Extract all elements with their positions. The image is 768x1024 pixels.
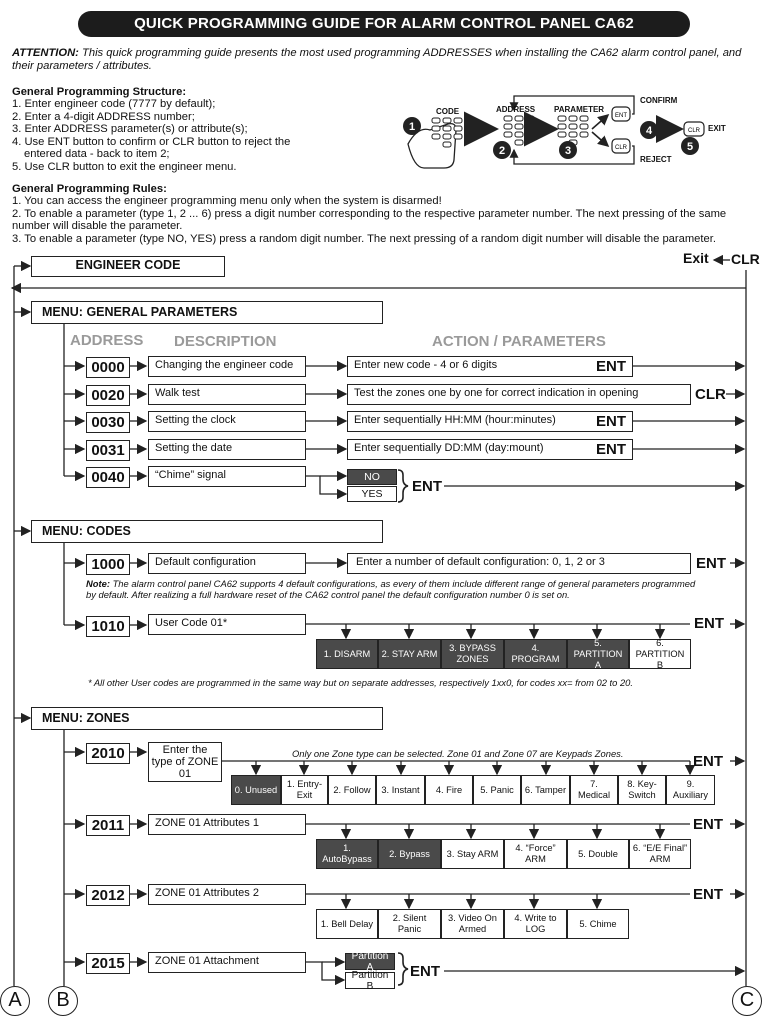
- zone-type-option: 6. Tamper: [521, 775, 570, 805]
- diagram-clr-key: CLR: [614, 145, 628, 151]
- action-0030: Enter sequentially HH:MM (hour:minutes): [347, 411, 633, 432]
- structure-item: 4. Use ENT button to confirm or CLR button to reject the: [12, 135, 291, 148]
- description-2012: ZONE 01 Attributes 2: [148, 884, 306, 905]
- structure-item: 1. Enter engineer code (7777 by default);: [12, 98, 216, 110]
- ent-key: ENT: [694, 615, 724, 632]
- structure-heading: General Programming Structure:: [12, 86, 187, 98]
- zone-attribute-option: 4. Write to LOG: [504, 909, 567, 939]
- zone-type-option: 1. Entry-Exit: [281, 775, 328, 805]
- codes-footnote: * All other User codes are programmed in the same way but on separate addresses, respectively 1xx0, for codes xx= from 02 to 20.: [88, 677, 633, 688]
- clr-key: CLR: [695, 386, 726, 403]
- rules-heading: General Programming Rules:: [12, 183, 167, 195]
- zone-attribute-option: 3. Video On Armed: [441, 909, 504, 939]
- zone-attribute-option: 2. Silent Panic: [378, 909, 441, 939]
- step-3-badge: 3: [564, 145, 572, 157]
- connector-a: A: [0, 986, 30, 1016]
- zone-type-option: 0. Unused: [231, 775, 281, 805]
- address-2015: 2015: [86, 953, 130, 974]
- zone-attribute-option: 2. Bypass: [378, 839, 441, 869]
- address-0040: 0040: [86, 467, 130, 488]
- attention-text: This quick programming guide presents the most used programming ADDRESSES when installing the CA62 alarm control panel, and their parameters / attributes.: [12, 47, 742, 72]
- address-1010: 1010: [86, 616, 130, 637]
- zone-type-note: Only one Zone type can be selected. Zone 01 and Zone 07 are Keypads Zones.: [292, 748, 624, 759]
- column-header-action: ACTION / PARAMETERS: [432, 333, 606, 350]
- user-code-option: 1. DISARM: [316, 639, 378, 669]
- zone-type-option: 5. Panic: [473, 775, 521, 805]
- diagram-confirm-label: CONFIRM: [640, 96, 678, 105]
- description-0030: Setting the clock: [148, 411, 306, 432]
- attention-paragraph: [12, 47, 762, 73]
- diagram-code-label: CODE: [436, 107, 460, 116]
- address-0000: 0000: [86, 357, 130, 378]
- step-1-badge: 1: [408, 121, 416, 133]
- user-code-option: 5. PARTITION A: [567, 639, 629, 669]
- rules-section: [12, 183, 760, 245]
- ent-key: ENT: [696, 555, 726, 572]
- structure-item: 3. Enter ADDRESS parameter(s) or attribute(s);: [12, 123, 248, 135]
- step-4-badge: 4: [645, 125, 653, 137]
- description-2015: ZONE 01 Attachment: [148, 952, 306, 973]
- menu-zones: MENU: ZONES: [31, 707, 383, 730]
- ent-key: ENT: [693, 816, 723, 833]
- user-code-option: 2. STAY ARM: [378, 639, 441, 669]
- address-1000: 1000: [86, 554, 130, 575]
- diagram-exit-clr-key: CLR: [687, 128, 701, 134]
- zone-type-option: 9. Auxiliary: [666, 775, 715, 805]
- engineer-code-box: ENGINEER CODE: [31, 256, 225, 277]
- page-title: QUICK PROGRAMMING GUIDE FOR ALARM CONTROL PANEL CA62: [78, 11, 690, 37]
- zone-type-option: 7. Medical: [570, 775, 618, 805]
- zone-attribute-option: 6. “E/E Final” ARM: [629, 839, 691, 869]
- ent-key: ENT: [693, 886, 723, 903]
- option-partition-a: Partition A: [345, 953, 395, 970]
- ent-key: ENT: [410, 963, 440, 980]
- connector-b: B: [48, 986, 78, 1016]
- option-partition-b: Partition B: [345, 972, 395, 989]
- zone-attribute-option: 5. Chime: [567, 909, 629, 939]
- address-2012: 2012: [86, 885, 130, 906]
- menu-general-parameters: MENU: GENERAL PARAMETERS: [31, 301, 383, 324]
- codes-note-text: The alarm control panel CA62 supports 4 default configurations, as every of them include different range of general parameters programmed by default. After realizing a full hardware reset of the CA62 control panel the default configuration number 0 is set on.: [86, 578, 696, 600]
- action-0031: Enter sequentially DD:MM (day:mount): [347, 439, 633, 460]
- diagram-reject-label: REJECT: [640, 155, 672, 164]
- action-0020: Test the zones one by one for correct indication in opening: [347, 384, 691, 405]
- user-code-option: 3. BYPASS ZONES: [441, 639, 504, 669]
- zone-type-option: 3. Instant: [376, 775, 425, 805]
- zone-type-option: 2. Follow: [328, 775, 376, 805]
- description-2010: Enter the type of ZONE 01: [148, 742, 222, 782]
- programming-steps-diagram: [400, 92, 740, 174]
- rules-item: 1. You can access the engineer programming menu only when the system is disarmed!: [12, 195, 442, 207]
- diagram-parameter-label: PARAMETER: [554, 105, 605, 114]
- ent-key: ENT: [596, 441, 626, 458]
- zone-attribute-option: 1. AutoBypass: [316, 839, 378, 869]
- diagram-exit-label: EXIT: [708, 124, 726, 133]
- option-no: NO: [347, 469, 397, 485]
- diagram-ent-key: ENT: [615, 113, 627, 119]
- ent-key: ENT: [693, 753, 723, 770]
- structure-item: 5. Use CLR button to exit the engineer menu.: [12, 160, 237, 173]
- zone-type-option: 8. Key-Switch: [618, 775, 666, 805]
- user-code-option: 6. PARTITION B: [629, 639, 691, 669]
- zone-attribute-option: 3. Stay ARM: [441, 839, 504, 869]
- exit-label: Exit: [683, 250, 709, 266]
- zone-attribute-option: 4. “Force” ARM: [504, 839, 567, 869]
- description-0040: “Chime” signal: [148, 466, 306, 487]
- codes-note-label: Note:: [86, 578, 110, 589]
- description-1000: Default configuration: [148, 553, 306, 574]
- zone-type-option: 4. Fire: [425, 775, 473, 805]
- rules-item: 2. To enable a parameter (type 1, 2 ... 6) press a digit number corresponding to the respective parameter number. The next pressing of the same number will disable the parameter.: [12, 207, 727, 232]
- connector-c: C: [732, 986, 762, 1016]
- address-0031: 0031: [86, 440, 130, 461]
- address-0030: 0030: [86, 412, 130, 433]
- ent-key: ENT: [412, 478, 442, 495]
- description-0031: Setting the date: [148, 439, 306, 460]
- zone-attribute-option: 5. Double: [567, 839, 629, 869]
- column-header-description: DESCRIPTION: [174, 333, 277, 350]
- structure-item: entered data - back to item 2;: [24, 148, 170, 160]
- codes-note: [86, 578, 706, 600]
- action-0000: Enter new code - 4 or 6 digits: [347, 356, 633, 377]
- ent-key: ENT: [596, 413, 626, 430]
- description-0000: Changing the engineer code: [148, 356, 306, 377]
- description-2011: ZONE 01 Attributes 1: [148, 814, 306, 835]
- description-0020: Walk test: [148, 384, 306, 405]
- ent-key: ENT: [596, 358, 626, 375]
- address-2010: 2010: [86, 743, 130, 764]
- structure-section: [12, 86, 412, 173]
- column-header-address: ADDRESS: [70, 332, 144, 349]
- menu-codes: MENU: CODES: [31, 520, 383, 543]
- step-5-badge: 5: [686, 141, 694, 153]
- zone-attribute-option: 1. Bell Delay: [316, 909, 378, 939]
- structure-item: 2. Enter a 4-digit ADDRESS number;: [12, 110, 195, 123]
- rules-item: 3. To enable a parameter (type NO, YES) press a random digit number. The next pressing of a random digit number will disable the parameter.: [12, 232, 716, 245]
- exit-clr-key: CLR: [731, 251, 760, 267]
- action-1000: Enter a number of default configuration: 0, 1, 2 or 3: [347, 553, 691, 574]
- address-2011: 2011: [86, 815, 130, 836]
- attention-label: ATTENTION:: [12, 47, 79, 59]
- option-yes: YES: [347, 486, 397, 502]
- diagram-address-label: ADDRESS: [496, 105, 536, 114]
- address-0020: 0020: [86, 385, 130, 406]
- user-code-option: 4. PROGRAM: [504, 639, 567, 669]
- description-1010: User Code 01*: [148, 614, 306, 635]
- step-2-badge: 2: [498, 145, 506, 157]
